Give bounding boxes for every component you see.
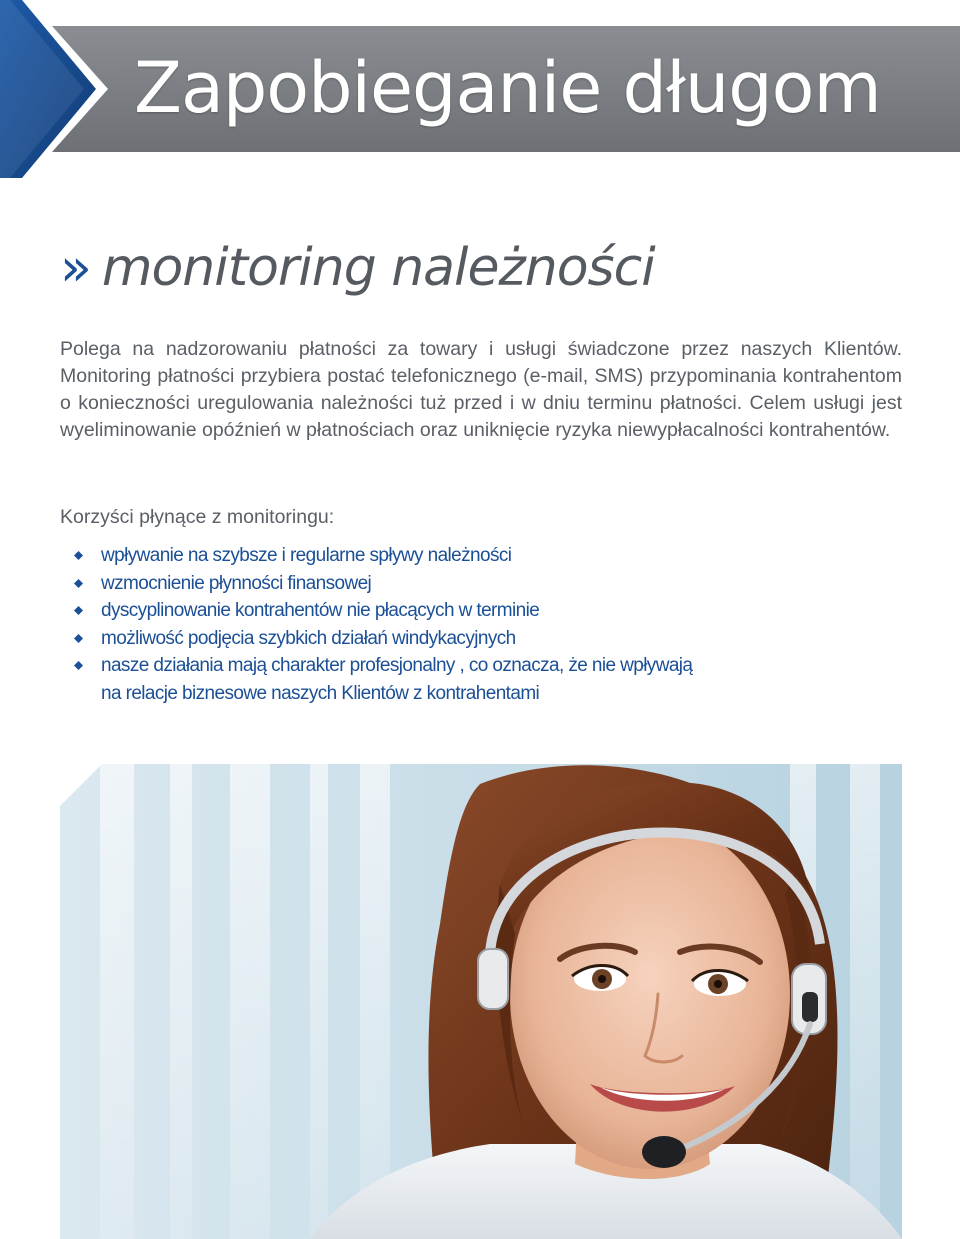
benefit-item-text: możliwość podjęcia szybkich działań windykacyjnych [101, 627, 516, 649]
benefit-item [74, 542, 714, 570]
benefit-item [74, 597, 714, 625]
benefit-item [74, 652, 714, 707]
benefit-item [74, 570, 714, 598]
diamond-icon [74, 661, 83, 670]
benefits-list [74, 542, 714, 707]
benefit-item-text: nasze działania mają charakter profesjonalny , co oznacza, że nie wpływają na relacje biznesowe naszych Klientów z kontrahentami [101, 655, 693, 704]
benefits-label: Korzyści płynące z monitoringu: [60, 506, 335, 528]
diamond-icon [74, 634, 83, 643]
page-title: Zapobieganie długom [134, 47, 881, 129]
section-heading-text: monitoring należności [101, 238, 655, 298]
intro-paragraph: Polega na nadzorowaniu płatności za towary i usługi świadczone przez naszych Klientów. Monitoring płatności przybiera postać telefonicznego (e-mail, SMS) przypominania kontrahentom o konieczności uregulowania należności tuż przed i w dniu terminu płatności. Celem usługi jest wyeliminowanie opóźnień w płatnościach oraz uniknięcie ryzyka niewypłacalności kontrahentów. [60, 338, 902, 441]
double-chevron-icon: » [60, 238, 92, 298]
benefit-item-text: dyscyplinowanie kontrahentów nie płacących w terminie [101, 600, 540, 621]
diamond-icon [74, 606, 83, 615]
header-banner [0, 0, 960, 180]
call-center-agent-photo [60, 764, 902, 1239]
agent-illustration [60, 764, 902, 1239]
benefit-item-text: wzmocnienie płynności finansowej [101, 572, 372, 594]
diamond-icon [74, 551, 83, 560]
section-heading [60, 232, 655, 304]
diamond-icon [74, 579, 83, 588]
benefit-item [74, 625, 714, 653]
benefit-item-text: wpływanie na szybsze i regularne spływy należności [101, 545, 512, 566]
